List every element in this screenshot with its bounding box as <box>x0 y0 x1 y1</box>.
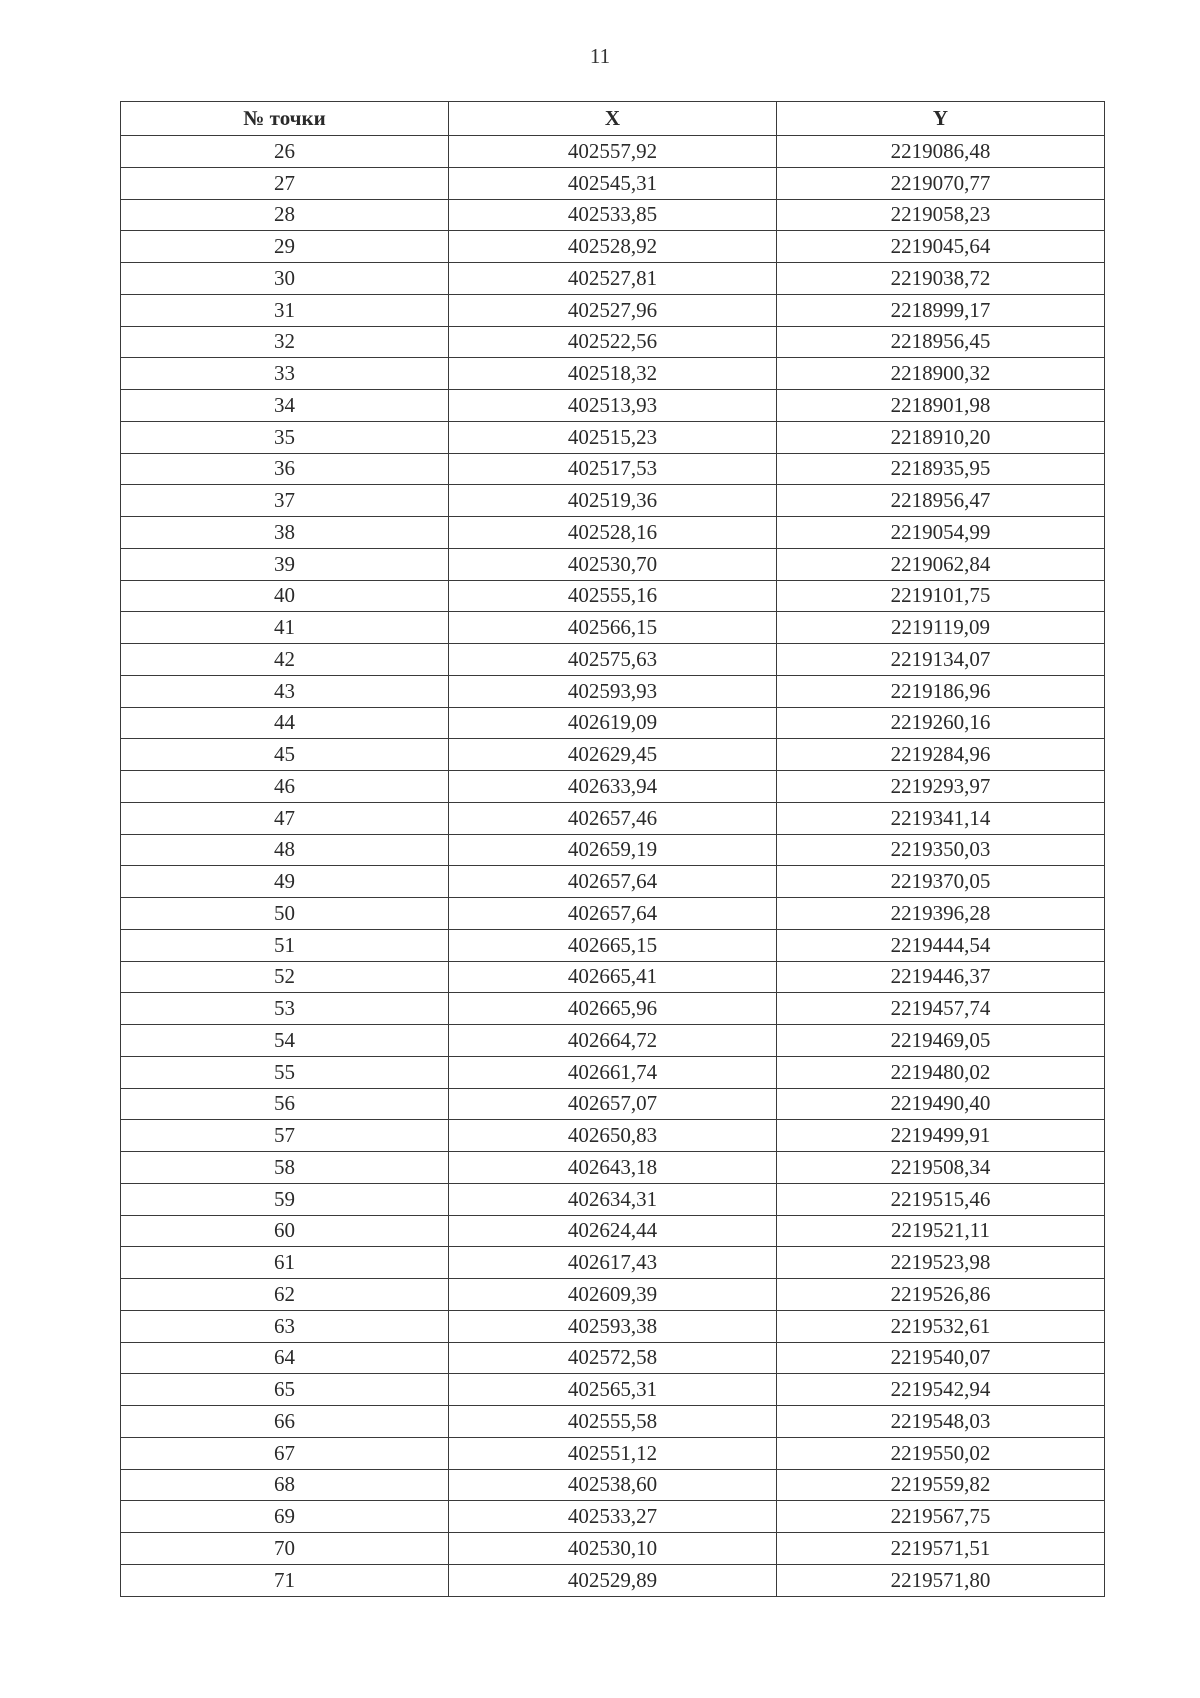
cell-x: 402657,46 <box>449 802 777 834</box>
cell-y: 2219350,03 <box>777 834 1105 866</box>
cell-point-number: 66 <box>121 1406 449 1438</box>
cell-y: 2219490,40 <box>777 1088 1105 1120</box>
cell-point-number: 32 <box>121 326 449 358</box>
cell-y: 2219260,16 <box>777 707 1105 739</box>
cell-point-number: 52 <box>121 961 449 993</box>
table-row <box>121 739 1105 771</box>
cell-x: 402530,70 <box>449 548 777 580</box>
table-row <box>121 1501 1105 1533</box>
cell-point-number: 41 <box>121 612 449 644</box>
table-row <box>121 1120 1105 1152</box>
cell-x: 402643,18 <box>449 1152 777 1184</box>
table-row <box>121 326 1105 358</box>
table-row <box>121 1374 1105 1406</box>
cell-point-number: 53 <box>121 993 449 1025</box>
cell-point-number: 34 <box>121 390 449 422</box>
cell-point-number: 28 <box>121 199 449 231</box>
table-row <box>121 390 1105 422</box>
cell-point-number: 47 <box>121 802 449 834</box>
cell-x: 402545,31 <box>449 167 777 199</box>
table-row <box>121 263 1105 295</box>
cell-x: 402565,31 <box>449 1374 777 1406</box>
table-row <box>121 1310 1105 1342</box>
cell-point-number: 45 <box>121 739 449 771</box>
cell-x: 402533,85 <box>449 199 777 231</box>
header-point-number: № точки <box>121 102 449 136</box>
table-row <box>121 898 1105 930</box>
cell-point-number: 35 <box>121 421 449 453</box>
cell-x: 402657,07 <box>449 1088 777 1120</box>
cell-point-number: 56 <box>121 1088 449 1120</box>
cell-y: 2218956,47 <box>777 485 1105 517</box>
cell-y: 2219045,64 <box>777 231 1105 263</box>
cell-point-number: 43 <box>121 675 449 707</box>
cell-y: 2219567,75 <box>777 1501 1105 1533</box>
cell-y: 2219396,28 <box>777 898 1105 930</box>
cell-y: 2219062,84 <box>777 548 1105 580</box>
cell-y: 2219550,02 <box>777 1437 1105 1469</box>
cell-x: 402650,83 <box>449 1120 777 1152</box>
cell-y: 2219523,98 <box>777 1247 1105 1279</box>
cell-x: 402527,81 <box>449 263 777 295</box>
table-row <box>121 675 1105 707</box>
cell-y: 2219186,96 <box>777 675 1105 707</box>
cell-y: 2219054,99 <box>777 517 1105 549</box>
cell-point-number: 61 <box>121 1247 449 1279</box>
cell-point-number: 62 <box>121 1279 449 1311</box>
table-row <box>121 1469 1105 1501</box>
cell-point-number: 46 <box>121 771 449 803</box>
cell-point-number: 54 <box>121 1025 449 1057</box>
cell-y: 2219508,34 <box>777 1152 1105 1184</box>
table-row <box>121 1183 1105 1215</box>
cell-y: 2219526,86 <box>777 1279 1105 1311</box>
cell-x: 402528,16 <box>449 517 777 549</box>
cell-y: 2219469,05 <box>777 1025 1105 1057</box>
coordinates-table <box>120 101 1105 1597</box>
cell-x: 402633,94 <box>449 771 777 803</box>
cell-point-number: 70 <box>121 1533 449 1565</box>
table-row <box>121 993 1105 1025</box>
table-row <box>121 771 1105 803</box>
cell-x: 402528,92 <box>449 231 777 263</box>
table-row <box>121 453 1105 485</box>
cell-x: 402522,56 <box>449 326 777 358</box>
header-y: Y <box>777 102 1105 136</box>
cell-x: 402661,74 <box>449 1056 777 1088</box>
cell-x: 402533,27 <box>449 1501 777 1533</box>
table-row <box>121 1406 1105 1438</box>
table-row <box>121 1342 1105 1374</box>
cell-x: 402657,64 <box>449 898 777 930</box>
table-row <box>121 1056 1105 1088</box>
table-row <box>121 929 1105 961</box>
cell-y: 2219548,03 <box>777 1406 1105 1438</box>
cell-point-number: 67 <box>121 1437 449 1469</box>
table-row <box>121 612 1105 644</box>
cell-y: 2219119,09 <box>777 612 1105 644</box>
cell-point-number: 44 <box>121 707 449 739</box>
cell-y: 2219370,05 <box>777 866 1105 898</box>
cell-x: 402566,15 <box>449 612 777 644</box>
cell-point-number: 50 <box>121 898 449 930</box>
cell-point-number: 57 <box>121 1120 449 1152</box>
cell-x: 402634,31 <box>449 1183 777 1215</box>
cell-x: 402593,38 <box>449 1310 777 1342</box>
cell-x: 402665,41 <box>449 961 777 993</box>
table-row <box>121 1152 1105 1184</box>
cell-y: 2219542,94 <box>777 1374 1105 1406</box>
table-row <box>121 1564 1105 1596</box>
table-row <box>121 199 1105 231</box>
table-row <box>121 1279 1105 1311</box>
table-row <box>121 1215 1105 1247</box>
cell-point-number: 58 <box>121 1152 449 1184</box>
cell-x: 402657,64 <box>449 866 777 898</box>
cell-x: 402519,36 <box>449 485 777 517</box>
cell-x: 402515,23 <box>449 421 777 453</box>
table-row <box>121 421 1105 453</box>
cell-point-number: 31 <box>121 294 449 326</box>
cell-point-number: 38 <box>121 517 449 549</box>
cell-point-number: 27 <box>121 167 449 199</box>
cell-y: 2219058,23 <box>777 199 1105 231</box>
cell-y: 2218999,17 <box>777 294 1105 326</box>
cell-x: 402555,16 <box>449 580 777 612</box>
table-header <box>121 102 1105 136</box>
cell-point-number: 59 <box>121 1183 449 1215</box>
cell-y: 2218910,20 <box>777 421 1105 453</box>
cell-y: 2218935,95 <box>777 453 1105 485</box>
cell-y: 2218900,32 <box>777 358 1105 390</box>
cell-point-number: 65 <box>121 1374 449 1406</box>
cell-x: 402551,12 <box>449 1437 777 1469</box>
cell-y: 2218956,45 <box>777 326 1105 358</box>
table-row <box>121 136 1105 168</box>
cell-y: 2219038,72 <box>777 263 1105 295</box>
table-row <box>121 1437 1105 1469</box>
table-body <box>121 136 1105 1597</box>
cell-x: 402624,44 <box>449 1215 777 1247</box>
cell-x: 402517,53 <box>449 453 777 485</box>
cell-x: 402619,09 <box>449 707 777 739</box>
cell-y: 2219499,91 <box>777 1120 1105 1152</box>
cell-y: 2219559,82 <box>777 1469 1105 1501</box>
cell-x: 402572,58 <box>449 1342 777 1374</box>
table-row <box>121 644 1105 676</box>
table-row <box>121 580 1105 612</box>
cell-x: 402609,39 <box>449 1279 777 1311</box>
cell-x: 402659,19 <box>449 834 777 866</box>
cell-x: 402664,72 <box>449 1025 777 1057</box>
cell-y: 2219101,75 <box>777 580 1105 612</box>
table-row <box>121 1533 1105 1565</box>
table-row <box>121 961 1105 993</box>
cell-point-number: 48 <box>121 834 449 866</box>
cell-point-number: 26 <box>121 136 449 168</box>
cell-y: 2219515,46 <box>777 1183 1105 1215</box>
cell-y: 2219134,07 <box>777 644 1105 676</box>
cell-y: 2219532,61 <box>777 1310 1105 1342</box>
cell-x: 402557,92 <box>449 136 777 168</box>
cell-y: 2219457,74 <box>777 993 1105 1025</box>
cell-point-number: 64 <box>121 1342 449 1374</box>
cell-y: 2219540,07 <box>777 1342 1105 1374</box>
cell-x: 402529,89 <box>449 1564 777 1596</box>
cell-y: 2219070,77 <box>777 167 1105 199</box>
cell-x: 402617,43 <box>449 1247 777 1279</box>
table-row <box>121 231 1105 263</box>
cell-point-number: 40 <box>121 580 449 612</box>
table-row <box>121 1025 1105 1057</box>
cell-x: 402530,10 <box>449 1533 777 1565</box>
cell-point-number: 71 <box>121 1564 449 1596</box>
cell-y: 2219446,37 <box>777 961 1105 993</box>
table-row <box>121 485 1105 517</box>
cell-point-number: 69 <box>121 1501 449 1533</box>
cell-y: 2218901,98 <box>777 390 1105 422</box>
table-row <box>121 707 1105 739</box>
table-row <box>121 866 1105 898</box>
cell-x: 402538,60 <box>449 1469 777 1501</box>
cell-x: 402518,32 <box>449 358 777 390</box>
cell-y: 2219293,97 <box>777 771 1105 803</box>
table-row <box>121 358 1105 390</box>
header-row <box>121 102 1105 136</box>
table-row <box>121 517 1105 549</box>
cell-point-number: 60 <box>121 1215 449 1247</box>
cell-point-number: 30 <box>121 263 449 295</box>
cell-point-number: 63 <box>121 1310 449 1342</box>
cell-x: 402555,58 <box>449 1406 777 1438</box>
table-row <box>121 1088 1105 1120</box>
cell-point-number: 36 <box>121 453 449 485</box>
table-row <box>121 802 1105 834</box>
cell-point-number: 51 <box>121 929 449 961</box>
table-row <box>121 294 1105 326</box>
table-row <box>121 548 1105 580</box>
cell-x: 402575,63 <box>449 644 777 676</box>
table-row <box>121 834 1105 866</box>
cell-point-number: 37 <box>121 485 449 517</box>
cell-y: 2219571,51 <box>777 1533 1105 1565</box>
cell-y: 2219444,54 <box>777 929 1105 961</box>
cell-x: 402665,96 <box>449 993 777 1025</box>
cell-y: 2219480,02 <box>777 1056 1105 1088</box>
cell-x: 402593,93 <box>449 675 777 707</box>
cell-point-number: 33 <box>121 358 449 390</box>
cell-point-number: 49 <box>121 866 449 898</box>
header-x: X <box>449 102 777 136</box>
cell-y: 2219086,48 <box>777 136 1105 168</box>
cell-point-number: 42 <box>121 644 449 676</box>
cell-x: 402513,93 <box>449 390 777 422</box>
cell-point-number: 55 <box>121 1056 449 1088</box>
cell-y: 2219284,96 <box>777 739 1105 771</box>
cell-x: 402665,15 <box>449 929 777 961</box>
table-row <box>121 167 1105 199</box>
table-row <box>121 1247 1105 1279</box>
cell-point-number: 39 <box>121 548 449 580</box>
cell-x: 402629,45 <box>449 739 777 771</box>
cell-point-number: 29 <box>121 231 449 263</box>
cell-y: 2219341,14 <box>777 802 1105 834</box>
cell-y: 2219571,80 <box>777 1564 1105 1596</box>
cell-point-number: 68 <box>121 1469 449 1501</box>
page-number: 11 <box>589 44 611 68</box>
cell-y: 2219521,11 <box>777 1215 1105 1247</box>
cell-x: 402527,96 <box>449 294 777 326</box>
